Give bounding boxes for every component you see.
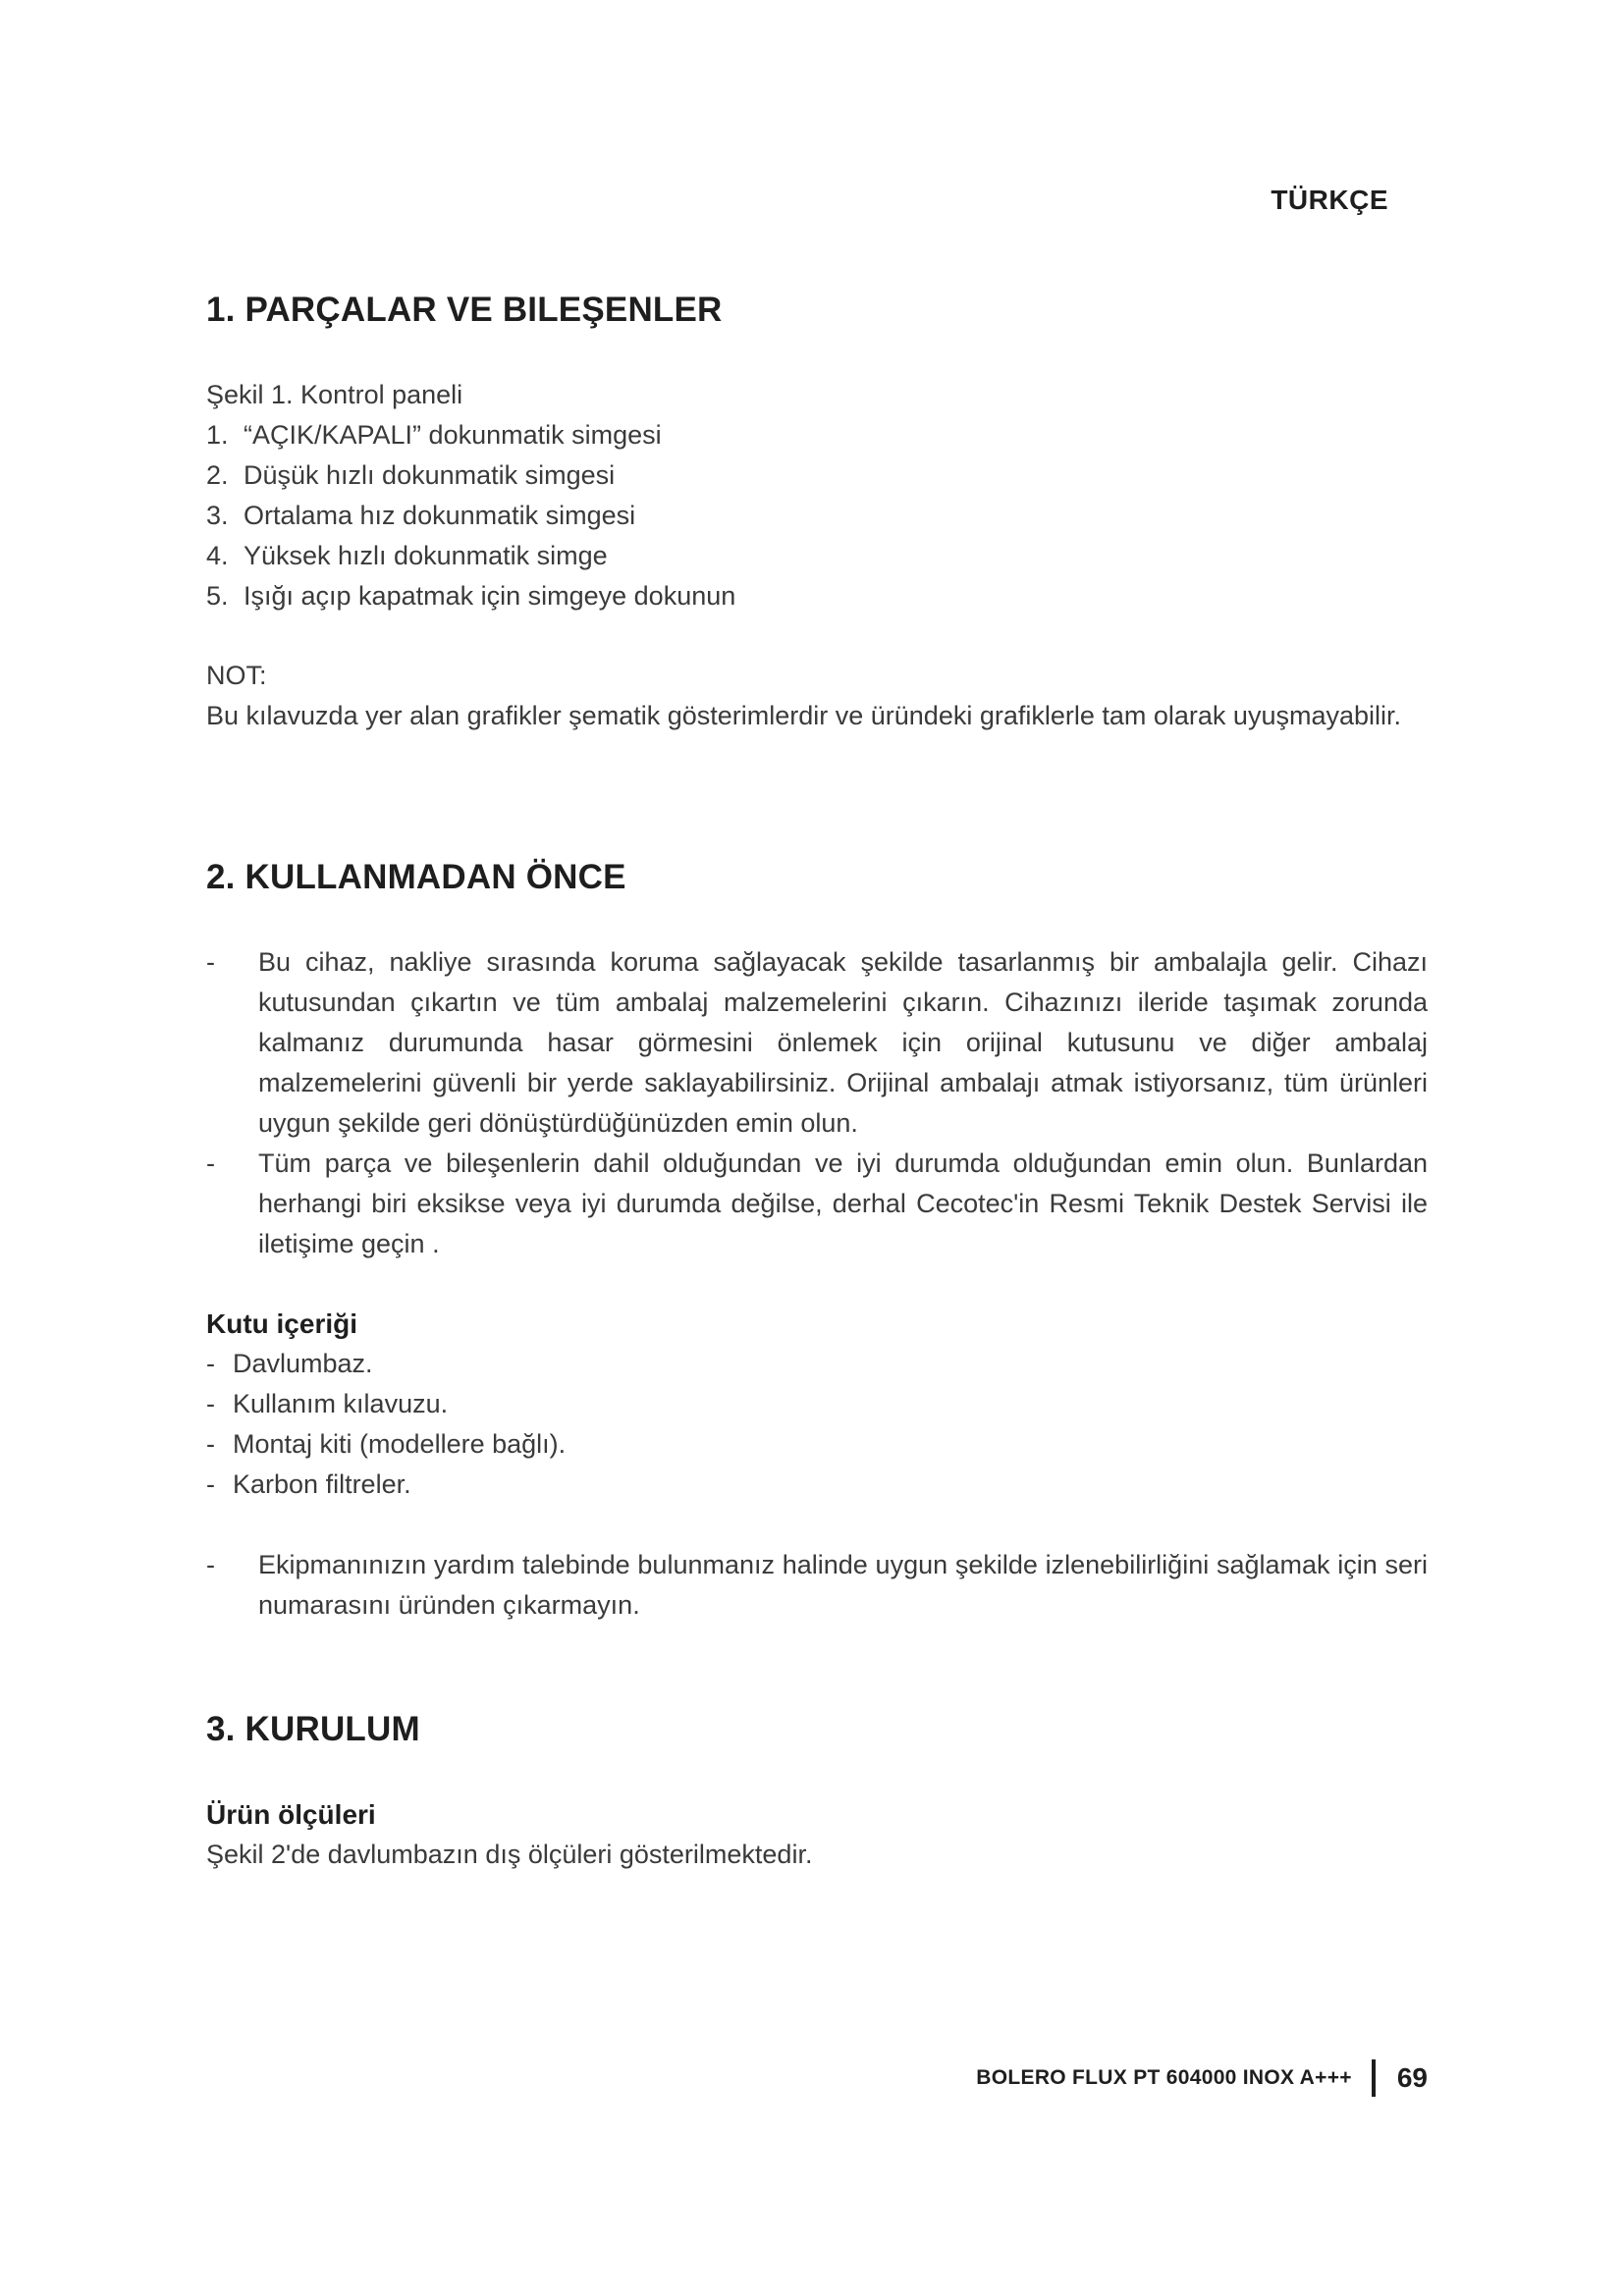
item-text: Davlumbaz. (233, 1349, 373, 1378)
section-parts (206, 291, 1428, 330)
section-title: 3. KURULUM (206, 1710, 420, 1748)
list-item (206, 1144, 1428, 1264)
item-text: Ortalama hız dokunmatik simgesi (244, 501, 636, 530)
section-installation (206, 1710, 1428, 1749)
list-item (206, 1465, 1428, 1505)
product-dimensions (206, 1794, 1428, 1875)
list-item (206, 1424, 1428, 1465)
list-item (206, 1344, 1428, 1384)
bullet-dash: - (206, 1550, 215, 1579)
list-item (206, 536, 1428, 576)
model-name: BOLERO FLUX PT 604000 INOX A+++ (976, 2066, 1352, 2089)
footer-separator (1372, 2059, 1376, 2097)
item-text: Tüm parça ve bileşenlerin dahil olduğundan ve iyi durumda olduğundan emin olun. Bunlardan herhangi biri eksikse veya iyi durumda değilse, derhal Cecotec'in Resmi Teknik Destek Servisi ile iletişime geçin . (258, 1148, 1428, 1258)
list-item (206, 455, 1428, 496)
section-title: 1. PARÇALAR VE BILEŞENLER (206, 291, 723, 329)
box-contents-title: Kutu içeriği (206, 1308, 358, 1339)
subsection-title: Ürün ölçüleri (206, 1799, 376, 1830)
body-text: Şekil 2'de davlumbazın dış ölçüleri gösterilmektedir. (206, 1840, 813, 1869)
bullet-dash: - (206, 1429, 215, 1459)
bullet-dash: - (206, 1148, 215, 1178)
item-number: 3. (206, 501, 229, 530)
note-text: Bu kılavuzda yer alan grafikler şematik gösterimlerdir ve üründeki grafiklerle tam olarak uyuşmayabilir. (206, 701, 1402, 730)
item-number: 4. (206, 541, 229, 570)
item-text: Montaj kiti (modellere bağlı). (233, 1429, 567, 1459)
item-number: 1. (206, 420, 229, 450)
list-item (206, 942, 1428, 1144)
figure-caption: Şekil 1. Kontrol paneli (206, 380, 463, 409)
serial-note (206, 1545, 1428, 1626)
note-label: NOT: (206, 661, 267, 690)
item-text: Kullanım kılavuzu. (233, 1389, 449, 1418)
box-contents (206, 1304, 1428, 1505)
note-block (206, 656, 1428, 736)
bullet-dash: - (206, 1389, 215, 1418)
page-number: 69 (1396, 2062, 1428, 2093)
list-item (206, 1384, 1428, 1424)
section-before-use (206, 858, 1428, 897)
bullet-dash: - (206, 1469, 215, 1499)
item-text: “AÇIK/KAPALI” dokunmatik simgesi (244, 420, 662, 450)
list-item (206, 415, 1428, 455)
control-panel-list (206, 375, 1428, 616)
list-item (206, 1545, 1428, 1626)
item-number: 5. (206, 581, 229, 611)
list-item (206, 496, 1428, 536)
item-number: 2. (206, 460, 229, 490)
item-text: Karbon filtreler. (233, 1469, 411, 1499)
before-use-list (206, 942, 1428, 1264)
bullet-dash: - (206, 1349, 215, 1378)
bullet-dash: - (206, 947, 215, 977)
item-text: Bu cihaz, nakliye sırasında koruma sağlayacak şekilde tasarlanmış bir ambalajla gelir. Cihazı kutusundan çıkartın ve tüm ambalaj malzemelerini çıkarın. Cihazınızı ileride taşımak zorunda kalmanız durumunda hasar görmesini önlemek için orijinal kutusunu ve diğer ambalaj malzemelerini güvenli bir yerde saklayabilirsiniz. Orijinal ambalajı atmak istiyorsanız, tüm ürünleri uygun şekilde geri dönüştürdüğünüzden emin olun. (258, 947, 1428, 1138)
section-title: 2. KULLANMADAN ÖNCE (206, 858, 626, 896)
item-text: Düşük hızlı dokunmatik simgesi (244, 460, 616, 490)
item-text: Işığı açıp kapatmak için simgeye dokunun (244, 581, 736, 611)
item-text: Yüksek hızlı dokunmatik simge (244, 541, 608, 570)
language-label: TÜRKÇE (1271, 185, 1388, 215)
item-text: Ekipmanınızın yardım talebinde bulunmanız halinde uygun şekilde izlenebilirliğini sağlamak için seri numarasını üründen çıkarmayın. (258, 1550, 1428, 1620)
page-footer (976, 2059, 1428, 2097)
list-item (206, 576, 1428, 616)
